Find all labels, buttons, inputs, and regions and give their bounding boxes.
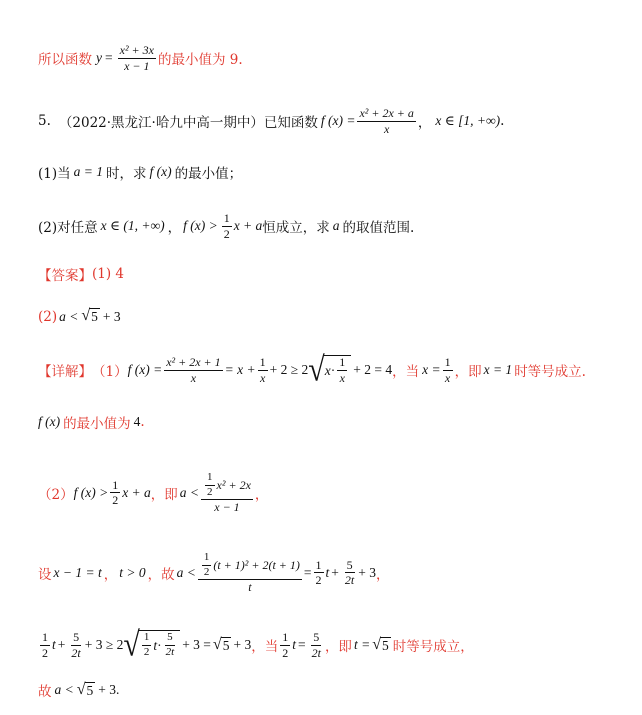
comma: ， xyxy=(376,566,390,583)
equals: = xyxy=(297,637,306,652)
problem-number: 5. xyxy=(38,113,51,130)
numerator: 1 xyxy=(282,629,289,644)
question-2 xyxy=(38,212,414,240)
sqrt: √ 5 xyxy=(76,680,94,698)
detail-tag: 【详解】 xyxy=(38,364,92,380)
text: ，即 xyxy=(454,364,482,380)
question-1 xyxy=(38,162,242,182)
numerator: 1 xyxy=(223,211,230,225)
expr: + 3 = xyxy=(182,637,211,652)
denominator: 2 xyxy=(282,645,289,660)
domain: x ∈ (1, +∞) xyxy=(100,218,165,234)
sqrt: √ 5 xyxy=(212,635,230,653)
answer-1: (1) 4 xyxy=(92,266,125,282)
fraction-big xyxy=(201,472,253,514)
part-2: （2） xyxy=(38,486,74,503)
fraction-half xyxy=(205,472,215,498)
fraction-half xyxy=(40,631,50,659)
fraction xyxy=(357,107,415,135)
numerator: 1 xyxy=(444,354,451,369)
function-f: f (x) xyxy=(38,414,61,429)
fraction-half xyxy=(110,479,120,507)
expr: + 3. xyxy=(98,682,120,697)
var-t: t xyxy=(153,637,158,653)
comma: ， xyxy=(103,566,118,583)
expr: + 2 = 4 xyxy=(353,362,393,377)
function-f: f (x) xyxy=(149,164,172,179)
sqrt: √ 5 xyxy=(81,307,98,324)
expr: + 2 ≥ 2 xyxy=(269,362,309,377)
expr: a < xyxy=(59,308,79,324)
denominator: 2t xyxy=(311,645,321,660)
detail-1-result xyxy=(38,412,145,432)
fraction xyxy=(310,631,323,659)
function-f: f (x) > xyxy=(73,484,109,500)
expr: + 3 xyxy=(233,637,252,652)
denominator: 2 xyxy=(42,645,48,660)
problem-5 xyxy=(38,107,504,135)
fraction-half xyxy=(314,559,324,587)
denominator: 2 xyxy=(112,493,119,508)
fraction-half xyxy=(142,632,152,658)
numerator: 1 xyxy=(259,354,266,369)
function-f: f (x) = xyxy=(127,362,163,377)
text: 的取值范围. xyxy=(342,220,415,237)
fraction xyxy=(443,356,453,384)
dot: · xyxy=(330,362,336,378)
denominator: 2 xyxy=(203,565,210,578)
expr: + 3 ≥ 2 xyxy=(84,637,124,652)
numerator: 5 xyxy=(73,629,80,644)
expr: a < xyxy=(179,484,200,500)
text: 所以函数 xyxy=(38,52,92,69)
numerator: 5 xyxy=(346,557,353,572)
fraction xyxy=(164,632,177,658)
radicand: 5 xyxy=(381,637,389,653)
detail-3 xyxy=(38,552,390,594)
sqrt: √ 5 xyxy=(372,635,389,653)
answer xyxy=(38,264,124,284)
denominator: 2t xyxy=(165,646,175,658)
plus: + xyxy=(331,564,339,580)
conclusion xyxy=(38,680,119,700)
denominator: x − 1 xyxy=(124,58,150,73)
numerator: 1 xyxy=(112,477,119,492)
equals: = xyxy=(303,564,312,580)
var-t: t xyxy=(292,637,296,652)
text: 设 xyxy=(38,566,52,583)
condition: t > 0 xyxy=(119,564,146,580)
numerator: 1 xyxy=(202,552,212,566)
denominator: x xyxy=(384,121,390,136)
text: 时等号成立. xyxy=(514,364,586,380)
function-f: f (x) = xyxy=(320,113,356,129)
period: . xyxy=(140,414,145,430)
fraction xyxy=(337,356,347,384)
text: 时等号成立， xyxy=(392,639,474,655)
denominator: x xyxy=(259,370,266,385)
fraction-half xyxy=(202,552,212,578)
radicand: 5 xyxy=(222,637,230,653)
numerator: x² + 2x + 1 xyxy=(166,354,221,369)
text: (1)当 xyxy=(38,166,71,182)
text: ，当 xyxy=(251,639,279,655)
radicand: 5 xyxy=(91,309,98,324)
dot: · xyxy=(157,637,162,653)
denominator: 2t xyxy=(344,573,355,588)
condition: a = 1 xyxy=(73,164,103,179)
answer-tag: 【答案】 xyxy=(38,268,92,284)
var-t: t xyxy=(325,564,330,580)
expr: t = xyxy=(353,637,371,652)
fraction-half xyxy=(222,212,232,240)
denominator: 2 xyxy=(223,226,230,241)
var-y: y xyxy=(96,50,102,66)
fraction xyxy=(164,356,222,384)
expr: + 3 xyxy=(102,308,121,324)
domain: x ∈ [1, +∞) xyxy=(435,113,501,129)
fraction xyxy=(118,44,156,72)
function-f: f (x) > xyxy=(183,218,218,234)
denominator: t xyxy=(248,580,252,595)
denominator: x xyxy=(190,370,197,385)
text: ，当 xyxy=(392,364,420,380)
numerator: x² + 3x xyxy=(119,43,154,57)
comma: ， xyxy=(167,220,182,237)
text: 的最小值； xyxy=(174,166,243,182)
expr: + 3 xyxy=(358,564,376,580)
text: ，即 xyxy=(324,639,352,655)
var-t: t xyxy=(52,637,56,652)
expr: x = 1 xyxy=(483,362,513,377)
comma: ， xyxy=(254,486,269,503)
var-a: a xyxy=(332,218,340,234)
expr: x + a xyxy=(233,218,263,234)
expr: a < xyxy=(176,564,196,580)
expr: a < xyxy=(54,682,74,697)
numerator-tail: x² + 2x xyxy=(216,477,251,492)
numerator: 1 xyxy=(315,557,322,572)
expr: = x + xyxy=(224,362,256,377)
denominator: x xyxy=(444,370,451,385)
text: 的最小值为 9. xyxy=(157,52,243,69)
text: 时，求 xyxy=(106,166,147,182)
numerator: 5 xyxy=(165,632,175,646)
equals: = xyxy=(105,50,113,66)
sqrt: √ x · $\frac{1}{x}$ xyxy=(308,355,351,385)
numerator: x² + 2x + a xyxy=(359,106,414,120)
detail-2 xyxy=(38,472,268,514)
sqrt: √ $\frac{1}{2}$ t · $\frac{5}{2t}$ xyxy=(123,630,180,660)
line-min-value-9 xyxy=(38,44,243,72)
plus: + xyxy=(57,637,66,652)
denominator: 2 xyxy=(207,485,213,498)
text: 恒成立，求 xyxy=(262,220,330,237)
expr: x = xyxy=(422,362,441,377)
numerator: 1 xyxy=(205,472,215,486)
text: (2) xyxy=(38,308,58,325)
comma: ， xyxy=(417,115,432,132)
answer-2 xyxy=(38,308,121,325)
fraction xyxy=(258,356,268,384)
numerator: 5 xyxy=(313,629,320,644)
detail-1 xyxy=(38,350,586,389)
expr: x + a xyxy=(122,484,151,500)
fraction-half xyxy=(280,631,290,659)
radicand: 5 xyxy=(86,682,94,698)
denominator: x xyxy=(339,371,345,385)
numerator: 1 xyxy=(142,632,152,646)
fraction xyxy=(343,559,356,587)
denominator: 2 xyxy=(315,573,322,588)
var-x: x xyxy=(324,362,331,378)
text: ，故 xyxy=(147,566,175,583)
problem-source: （2022·黑龙江·哈九中高一期中）已知函数 xyxy=(58,115,318,132)
substitution: x − 1 = t xyxy=(53,564,102,580)
period: . xyxy=(500,113,505,130)
text: (2)对任意 xyxy=(38,220,98,237)
denominator: x − 1 xyxy=(214,500,240,515)
denominator: 2 xyxy=(143,646,150,658)
fraction-big xyxy=(198,552,302,594)
text: ，即 xyxy=(150,486,178,503)
numerator: 1 xyxy=(42,629,48,644)
text: 的最小值为 xyxy=(63,416,131,432)
part-1: （1） xyxy=(92,364,128,380)
text: 故 xyxy=(38,684,52,700)
fraction xyxy=(69,631,82,659)
numerator-tail: (t + 1)² + 2(t + 1) xyxy=(213,557,300,572)
detail-4 xyxy=(38,625,474,664)
denominator: 2t xyxy=(71,645,81,660)
value: 4 xyxy=(133,414,141,429)
numerator: 1 xyxy=(339,355,346,370)
